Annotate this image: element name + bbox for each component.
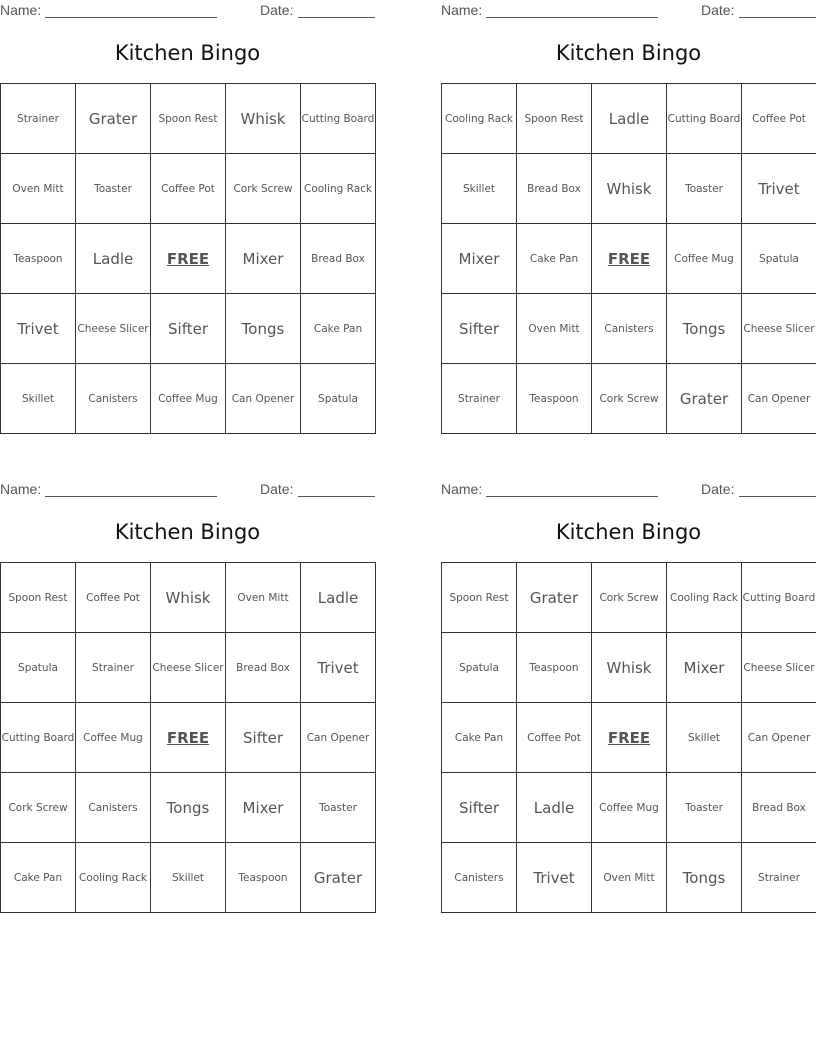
name-blank-line [486,496,658,497]
grid-cell: Can Opener [742,703,816,773]
grid-cell: Canisters [76,364,151,434]
name-date-row [0,481,375,499]
grid-cell: Cutting Board [1,703,76,773]
grid-row [1,773,376,843]
grid-cell: Grater [301,843,376,913]
card-title: Kitchen Bingo [555,520,702,544]
grid-cell: Cork Screw [592,563,667,633]
grid-cell: Trivet [1,294,76,364]
grid-cell: Spatula [742,224,816,294]
grid-cell: Whisk [592,633,667,703]
date-blank-line [739,496,816,497]
grid-cell: Coffee Pot [76,563,151,633]
grid-cell: Bread Box [226,633,301,703]
grid-cell: Coffee Mug [151,364,226,434]
grid-cell: Cake Pan [517,224,592,294]
grid-row [1,84,376,154]
grid-row [1,843,376,913]
date-label: Date: [701,481,735,497]
grid-cell: Grater [76,84,151,154]
card-title: Kitchen Bingo [114,520,261,544]
grid-cell: Strainer [76,633,151,703]
grid-cell: Cutting Board [742,563,816,633]
grid-cell: Spatula [1,633,76,703]
name-blank-line [486,17,658,18]
grid-cell: Skillet [151,843,226,913]
name-blank-line [45,496,217,497]
grid-cell: Skillet [442,154,517,224]
grid-row [1,294,376,364]
bingo-grid [0,562,376,913]
grid-cell: Grater [667,364,742,434]
grid-cell: Spoon Rest [442,563,517,633]
grid-cell: Can Opener [226,364,301,434]
grid-cell: Teaspoon [1,224,76,294]
grid-cell: Oven Mitt [517,294,592,364]
grid-cell: Coffee Mug [76,703,151,773]
grid-cell: Ladle [301,563,376,633]
grid-cell: Toaster [667,154,742,224]
name-label: Name: [441,481,483,497]
card-title: Kitchen Bingo [114,41,261,65]
grid-row [442,364,816,434]
grid-cell: Tongs [667,294,742,364]
grid-cell: Toaster [76,154,151,224]
grid-cell: Spatula [301,364,376,434]
grid-cell: Canisters [442,843,517,913]
grid-cell: Cutting Board [301,84,376,154]
grid-cell: Trivet [517,843,592,913]
grid-cell: Ladle [517,773,592,843]
grid-cell: Cake Pan [301,294,376,364]
name-label: Name: [0,2,42,18]
grid-cell: Tongs [151,773,226,843]
grid-cell: Sifter [151,294,226,364]
date-label: Date: [701,2,735,18]
grid-cell: Cutting Board [667,84,742,154]
grid-row [442,633,816,703]
grid-cell: Teaspoon [517,364,592,434]
bingo-card [441,0,816,432]
bingo-grid [0,83,376,434]
grid-cell: Can Opener [742,364,816,434]
grid-cell: Mixer [226,224,301,294]
grid-cell: Trivet [742,154,816,224]
date-blank-line [739,17,816,18]
grid-cell: Tongs [226,294,301,364]
grid-cell: Spatula [442,633,517,703]
grid-cell: Ladle [76,224,151,294]
grid-cell: Can Opener [301,703,376,773]
grid-cell: Cake Pan [442,703,517,773]
grid-cell: Spoon Rest [1,563,76,633]
grid-row [1,364,376,434]
grid-cell: Whisk [151,563,226,633]
date-label: Date: [260,2,294,18]
grid-cell: Bread Box [301,224,376,294]
grid-cell: Spoon Rest [151,84,226,154]
grid-row [1,224,376,294]
grid-cell: Ladle [592,84,667,154]
grid-row [442,843,816,913]
grid-cell: Oven Mitt [1,154,76,224]
grid-cell: Skillet [1,364,76,434]
grid-cell: Cheese Slicer [151,633,226,703]
grid-row [1,633,376,703]
date-label: Date: [260,481,294,497]
name-date-row [441,481,816,499]
grid-cell: Cake Pan [1,843,76,913]
grid-row [442,563,816,633]
grid-cell: Cooling Rack [442,84,517,154]
grid-cell: Tongs [667,843,742,913]
bingo-card [441,479,816,911]
name-blank-line [45,17,217,18]
grid-cell: Coffee Pot [742,84,816,154]
grid-cell: Sifter [226,703,301,773]
grid-cell: Mixer [667,633,742,703]
grid-cell: Canisters [592,294,667,364]
grid-cell: Sifter [442,294,517,364]
grid-cell: Coffee Mug [592,773,667,843]
grid-cell: Canisters [76,773,151,843]
free-space: FREE [592,703,667,773]
bingo-grid [441,562,816,913]
free-space: FREE [151,224,226,294]
grid-cell: Whisk [592,154,667,224]
grid-cell: Trivet [301,633,376,703]
grid-row [1,154,376,224]
grid-cell: Skillet [667,703,742,773]
grid-cell: Mixer [226,773,301,843]
grid-cell: Strainer [742,843,816,913]
grid-row [1,703,376,773]
grid-cell: Cork Screw [592,364,667,434]
grid-cell: Spoon Rest [517,84,592,154]
grid-cell: Cooling Rack [667,563,742,633]
date-blank-line [298,17,375,18]
grid-cell: Bread Box [517,154,592,224]
grid-cell: Cheese Slicer [742,294,816,364]
grid-cell: Cork Screw [1,773,76,843]
grid-cell: Bread Box [742,773,816,843]
grid-cell: Cheese Slicer [76,294,151,364]
free-space: FREE [151,703,226,773]
grid-row [442,84,816,154]
name-date-row [0,2,375,20]
grid-cell: Oven Mitt [592,843,667,913]
date-blank-line [298,496,375,497]
grid-cell: Grater [517,563,592,633]
grid-cell: Toaster [667,773,742,843]
grid-cell: Strainer [442,364,517,434]
grid-cell: Coffee Pot [517,703,592,773]
grid-cell: Sifter [442,773,517,843]
grid-cell: Cheese Slicer [742,633,816,703]
free-space: FREE [592,224,667,294]
bingo-card [0,0,375,432]
grid-row [442,224,816,294]
grid-cell: Cooling Rack [76,843,151,913]
bingo-card [0,479,375,911]
grid-cell: Whisk [226,84,301,154]
grid-cell: Toaster [301,773,376,843]
grid-cell: Cork Screw [226,154,301,224]
grid-cell: Teaspoon [517,633,592,703]
grid-cell: Coffee Mug [667,224,742,294]
grid-cell: Cooling Rack [301,154,376,224]
grid-row [1,563,376,633]
grid-cell: Teaspoon [226,843,301,913]
grid-row [442,294,816,364]
grid-cell: Mixer [442,224,517,294]
grid-cell: Coffee Pot [151,154,226,224]
bingo-grid [441,83,816,434]
name-label: Name: [441,2,483,18]
grid-row [442,773,816,843]
name-label: Name: [0,481,42,497]
name-date-row [441,2,816,20]
grid-row [442,154,816,224]
grid-cell: Strainer [1,84,76,154]
grid-cell: Oven Mitt [226,563,301,633]
card-title: Kitchen Bingo [555,41,702,65]
grid-row [442,703,816,773]
